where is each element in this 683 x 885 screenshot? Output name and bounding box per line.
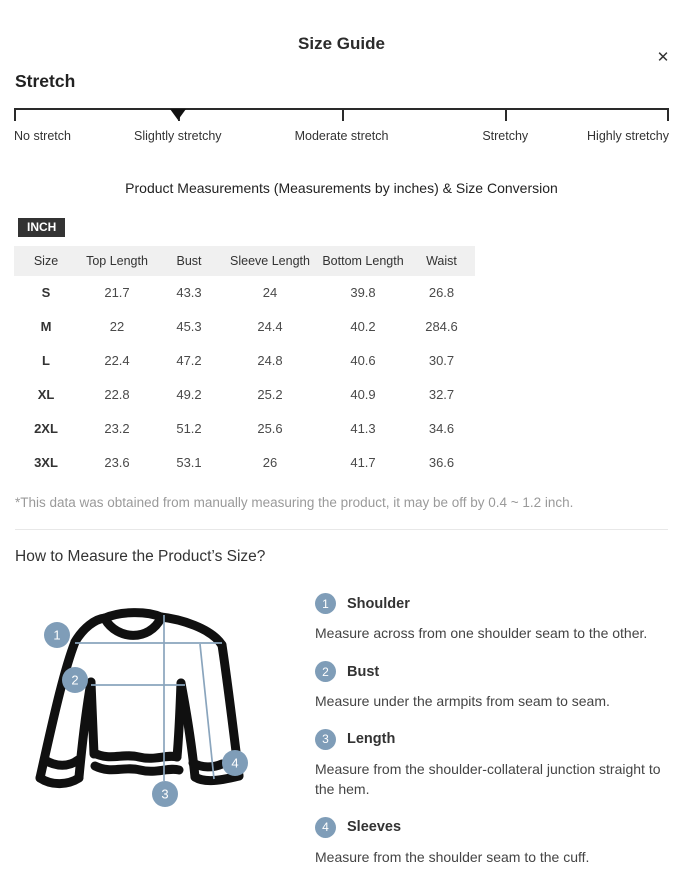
size-cell: 2XL	[34, 421, 58, 436]
value-cell: 24.8	[257, 353, 283, 368]
unit-badge: INCH	[18, 218, 65, 237]
table-row	[14, 446, 475, 480]
step-number-badge: 3	[315, 729, 336, 750]
instruction-description: Measure from the shoulder seam to the cuff.	[315, 848, 590, 865]
value-cell: 26.8	[428, 285, 455, 300]
size-cell: M	[40, 319, 52, 334]
step-number-badge: 1	[315, 593, 336, 614]
value-cell: 21.7	[104, 285, 130, 300]
value-cell: 43.3	[176, 285, 202, 300]
value-cell: 41.7	[350, 455, 376, 470]
stretch-heading: Stretch	[15, 71, 76, 91]
value-cell: 26	[262, 455, 278, 470]
table-row	[14, 412, 475, 446]
measurements-table	[14, 246, 475, 480]
stretch-pointer-icon	[170, 109, 186, 120]
marker-3-label: 3	[161, 786, 169, 802]
size-cell: S	[41, 285, 51, 300]
column-header: Top Length	[78, 246, 156, 276]
table-row	[14, 378, 475, 412]
instruction-item	[315, 729, 668, 800]
value-cell: 22.4	[104, 353, 130, 368]
column-header: Bust	[156, 246, 222, 276]
size-cell: 3XL	[34, 455, 58, 470]
value-cell: 25.6	[257, 421, 283, 436]
how-to-measure-heading: How to Measure the Product’s Size?	[15, 547, 266, 565]
marker-4-label: 4	[231, 755, 239, 771]
section-divider	[15, 529, 668, 530]
scale-tick	[342, 110, 344, 121]
value-cell: 34.6	[428, 421, 455, 436]
sweater-illustration	[25, 590, 285, 820]
instruction-item	[315, 593, 668, 644]
stretch-level-label: Highly stretchy	[587, 128, 669, 143]
stretch-level-label: Stretchy	[482, 128, 529, 143]
value-cell: 40.2	[350, 319, 376, 334]
size-cell: L	[42, 353, 50, 368]
sleeve-measure-line	[200, 644, 214, 779]
instruction-item	[315, 661, 668, 712]
instruction-item	[315, 817, 668, 868]
column-header: Waist	[408, 246, 475, 276]
how-to-measure-section	[0, 572, 683, 884]
table-row	[14, 310, 475, 344]
step-number-badge: 4	[315, 817, 336, 838]
modal-title: Size Guide	[298, 34, 385, 53]
instruction-title: Bust	[347, 663, 380, 680]
value-cell: 23.2	[104, 421, 130, 436]
scale-tick	[505, 110, 507, 121]
table-header-row	[14, 246, 475, 276]
stretch-level-label: No stretch	[14, 128, 71, 143]
value-cell: 24	[262, 285, 278, 300]
value-cell: 45.3	[176, 319, 202, 334]
value-cell: 36.6	[428, 455, 455, 470]
value-cell: 47.2	[176, 353, 202, 368]
measurements-caption: Product Measurements (Measurements by inches) & Size Conversion	[125, 179, 558, 196]
value-cell: 40.6	[350, 353, 376, 368]
instruction-description: Measure from the shoulder-collateral junction straight to the hem.	[315, 760, 661, 797]
value-cell: 22.8	[104, 387, 130, 402]
value-cell: 53.1	[176, 455, 202, 470]
instruction-description: Measure across from one shoulder seam to the other.	[315, 625, 648, 642]
scale-tick	[667, 110, 669, 121]
value-cell: 30.7	[428, 353, 455, 368]
marker-1-label: 1	[53, 627, 61, 643]
instruction-title: Sleeves	[347, 819, 402, 836]
value-cell: 41.3	[350, 421, 376, 436]
table-row	[14, 344, 475, 378]
value-cell: 49.2	[176, 387, 202, 402]
instruction-title: Shoulder	[347, 595, 410, 612]
size-guide-modal	[0, 35, 683, 885]
sweater-diagram-icon	[25, 590, 285, 815]
value-cell: 32.7	[428, 387, 455, 402]
value-cell: 24.4	[257, 319, 283, 334]
value-cell: 23.6	[104, 455, 130, 470]
value-cell: 51.2	[176, 421, 202, 436]
scale-tick	[14, 110, 16, 121]
column-header: Bottom Length	[318, 246, 408, 276]
close-icon[interactable]: ✕	[651, 46, 675, 70]
value-cell: 25.2	[257, 387, 283, 402]
value-cell: 284.6	[425, 319, 458, 334]
disclaimer-text: *This data was obtained from manually measuring the product, it may be off by 0.4 ~ 1.2 inch.	[15, 494, 574, 510]
table-row	[14, 276, 475, 310]
value-cell: 39.8	[350, 285, 376, 300]
measure-instructions	[315, 572, 668, 884]
size-cell: XL	[37, 387, 55, 402]
instruction-description: Measure under the armpits from seam to seam.	[315, 693, 610, 710]
stretch-level-label: Slightly stretchy	[133, 128, 222, 143]
marker-2-label: 2	[71, 672, 79, 688]
stretch-level-label: Moderate stretch	[294, 128, 389, 143]
value-cell: 40.9	[350, 387, 376, 402]
value-cell: 22	[109, 319, 125, 334]
stretch-scale	[14, 108, 669, 152]
instruction-title: Length	[347, 731, 396, 748]
step-number-badge: 2	[315, 661, 336, 682]
column-header: Size	[14, 246, 78, 276]
column-header: Sleeve Length	[222, 246, 318, 276]
